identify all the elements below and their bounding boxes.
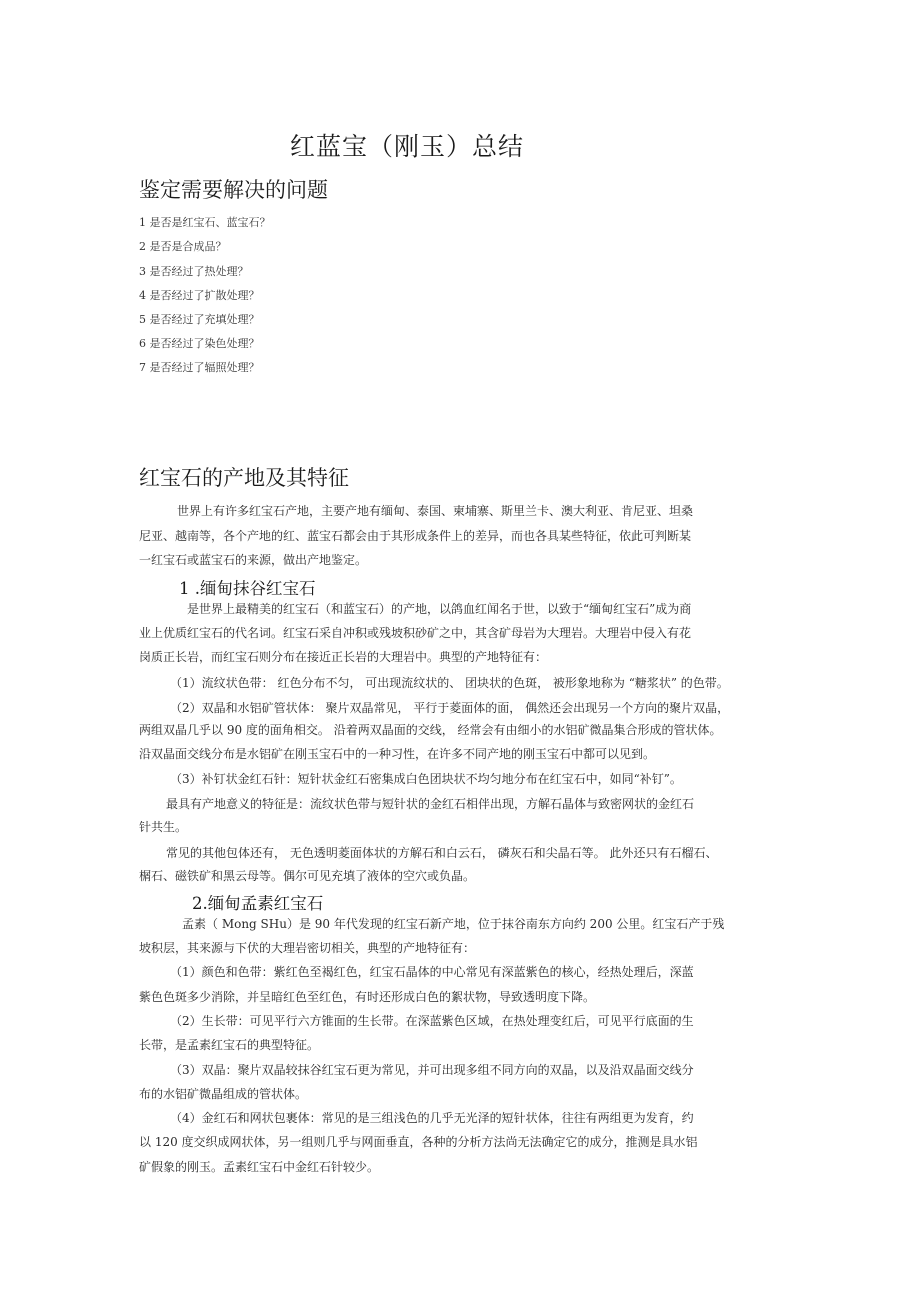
paragraph-line: （1）颜色和色带：紫红色至褐红色，红宝石晶体的中心常见有深蓝紫色的核心，经热处理后，深蓝	[170, 965, 694, 979]
paragraph-line: 榍石、磁铁矿和黑云母等。偶尔可见充填了液体的空穴或负晶。	[139, 869, 476, 883]
section-heading-identification: 鉴定需要解决的问题	[139, 178, 328, 202]
paragraph-line: 以 120 度交织成网状体，另一组则几乎与网面垂直，各种的分析方法尚无法确定它的成分，推测是具水铝	[139, 1135, 698, 1149]
paragraph-line: 布的水铝矿微晶组成的管状体。	[139, 1087, 308, 1101]
paragraph-line: （2）双晶和水铝矿管状体： 聚片双晶常见， 平行于菱面体的面， 偶然还会出现另一个方向的聚片双晶，	[170, 701, 730, 715]
paragraph-line: （3）双晶：聚片双晶较抹谷红宝石更为常见，并可出现多组不同方向的双晶，以及沿双晶面交线分	[170, 1063, 694, 1077]
paragraph-line: 是世界上最精美的红宝石（和蓝宝石）的产地，以鸽血红闻名于世，以致于“缅甸红宝石”成为商	[187, 602, 692, 616]
paragraph-line: 孟素（ Mong SHu）是 90 年代发现的红宝石新产地，位于抹谷南东方向约 200 公里。红宝石产于残	[182, 917, 725, 931]
question-item: 1 是否是红宝石、蓝宝石？	[139, 216, 271, 229]
question-item: 6 是否经过了染色处理？	[139, 337, 260, 350]
subsection-heading-mogok: 1 .缅甸抹谷红宝石	[179, 579, 316, 598]
paragraph-line: 针共生。	[139, 820, 188, 834]
question-item: 2 是否是合成品？	[139, 240, 227, 253]
paragraph-line: 最具有产地意义的特征是：流纹状色带与短针状的金红石相伴出现，方解石晶体与致密网状的金红石	[166, 797, 695, 811]
question-item: 7 是否经过了辐照处理？	[139, 361, 260, 374]
paragraph-line: 常见的其他包体还有， 无色透明菱面体状的方解石和白云石， 磷灰石和尖晶石等。 此外还只有石榴石、	[166, 846, 718, 860]
question-item: 4 是否经过了扩散处理？	[139, 289, 260, 302]
paragraph-line: （2）生长带：可见平行六方锥面的生长带。在深蓝紫色区域，在热处理变红后，可见平行底面的生	[170, 1014, 694, 1028]
question-item: 5 是否经过了充填处理？	[139, 313, 260, 326]
paragraph-line: 岗质正长岩，而红宝石则分布在接近正长岩的大理岩中。典型的产地特征有：	[139, 650, 548, 664]
paragraph-line: 坡积层，其来源与下伏的大理岩密切相关，典型的产地特征有：	[139, 941, 476, 955]
question-item: 3 是否经过了热处理？	[139, 265, 249, 278]
paragraph-line: 尼亚、越南等，各个产地的红、蓝宝石都会由于其形成条件上的差异，而也各具某些特征，依此可判断某	[139, 529, 692, 543]
paragraph-line: （4）金红石和网状包裹体：常见的是三组浅色的几乎无光泽的短针状体，往往有两组更为发育，约	[170, 1111, 694, 1125]
paragraph-line: 两组双晶几乎以 90 度的面角相交。 沿着两双晶面的交线， 经常会有由细小的水铝矿微晶集合形成的管状体。	[139, 723, 722, 737]
page-title: 红蓝宝（刚玉）总结	[290, 132, 525, 161]
paragraph-line: 世界上有许多红宝石产地，主要产地有缅甸、泰国、柬埔寨、斯里兰卡、澳大利亚、肯尼亚、坦桑	[177, 504, 694, 518]
paragraph-line: 一红宝石或蓝宝石的来源，做出产地鉴定。	[139, 553, 368, 567]
subsection-heading-mong-hsu: 2.缅甸孟素红宝石	[192, 894, 324, 913]
paragraph-line: （3）补钉状金红石针：短针状金红石密集成白色团块状不均匀地分布在红宝石中，如同“补钉”。	[170, 772, 682, 786]
paragraph-line: 长带，是孟素红宝石的典型特征。	[139, 1038, 320, 1052]
section-heading-origins: 红宝石的产地及其特征	[139, 466, 349, 490]
paragraph-line: （1）流纹状色带： 红色分布不匀， 可出现流纹状的、 团块状的色斑， 被形象地称为 “糖浆状” 的色带。	[170, 676, 729, 690]
paragraph-line: 业上优质红宝石的代名词。红宝石采自冲积或残坡积砂矿之中，其含矿母岩为大理岩。大理岩中侵入有花	[139, 626, 692, 640]
paragraph-line: 紫色色斑多少消除，并呈暗红色至红色，有时还形成白色的絮状物，导致透明度下降。	[139, 990, 596, 1004]
paragraph-line: 沿双晶面交线分布是水铝矿在刚玉宝石中的一种习性，在许多不同产地的刚玉宝石中都可以见到。	[139, 747, 656, 761]
paragraph-line: 矿假象的刚玉。孟素红宝石中金红石针较少。	[139, 1160, 380, 1174]
